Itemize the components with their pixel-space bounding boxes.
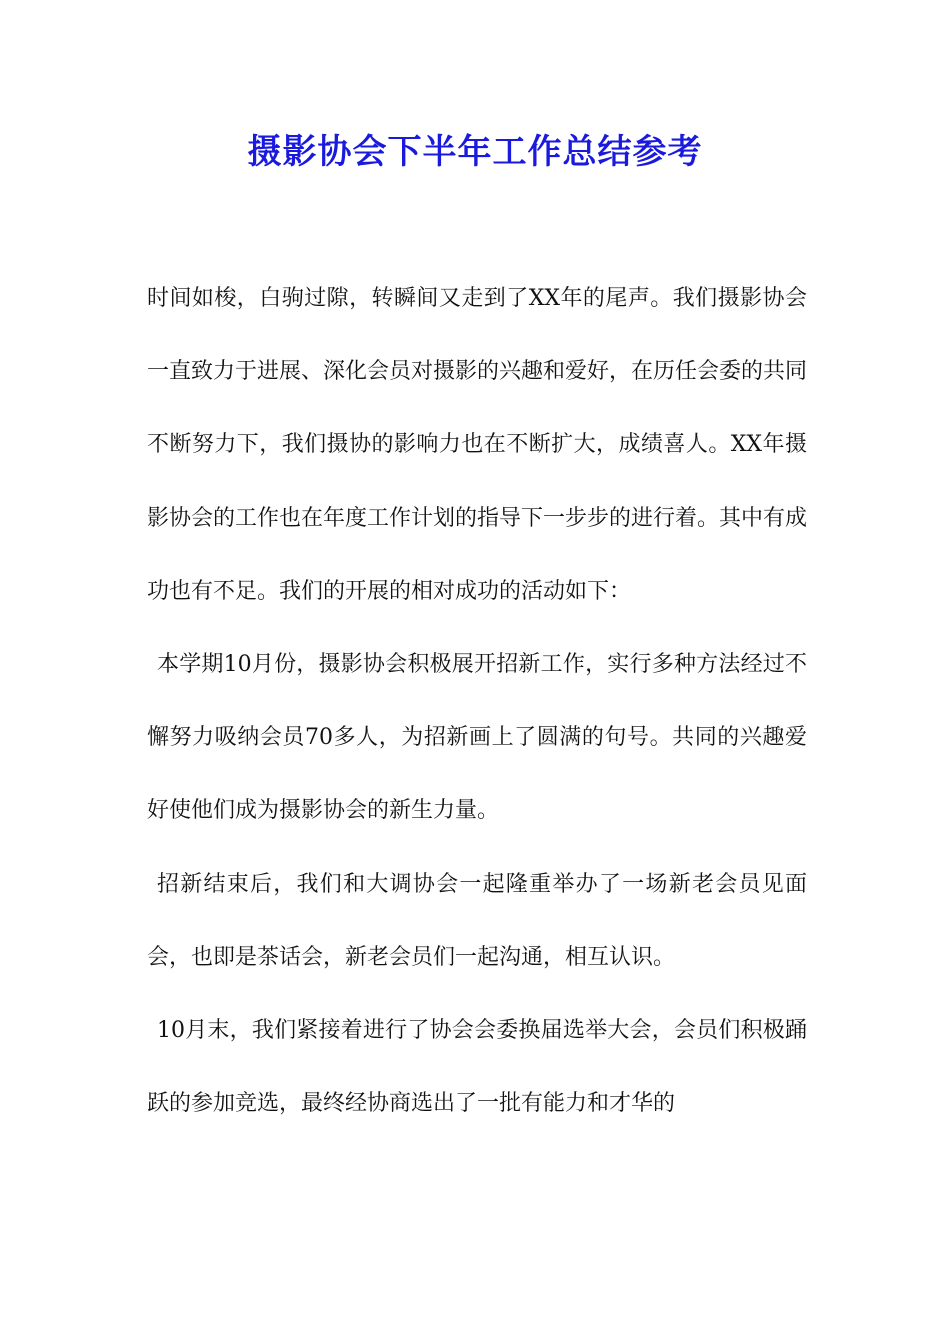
paragraph-meeting: 招新结束后，我们和大调协会一起隆重举办了一场新老会员见面会，也即是茶话会，新老会员们一起沟通，相互认识。 — [147, 871, 807, 970]
paragraph-intro: 时间如梭，白驹过隙，转瞬间又走到了XX年的尾声。我们摄影协会一直致力于进展、深化会员对摄影的兴趣和爱好，在历任会委的共同不断努力下，我们摄协的影响力也在不断扩大，成绩喜人。XX年摄影协会的工作也在年度工作计划的指导下一步步的进行着。其中有成功也有不足。我们的开展的相对成功的活动如下： — [147, 286, 808, 604]
paragraph-election: 10月末，我们紧接着进行了协会会委换届选举大会，会员们积极踊跃的参加竞选，最终经协商选出了一批有能力和才华的 — [147, 1018, 807, 1117]
document-body — [147, 262, 807, 1140]
paragraph-recruitment: 本学期10月份，摄影协会积极展开招新工作，实行多种方法经过不懈努力吸纳会员70多人，为招新画上了圆满的句号。共同的兴趣爱好使他们成为摄影协会的新生力量。 — [147, 652, 807, 824]
document-title: 摄影协会下半年工作总结参考 — [247, 132, 703, 172]
